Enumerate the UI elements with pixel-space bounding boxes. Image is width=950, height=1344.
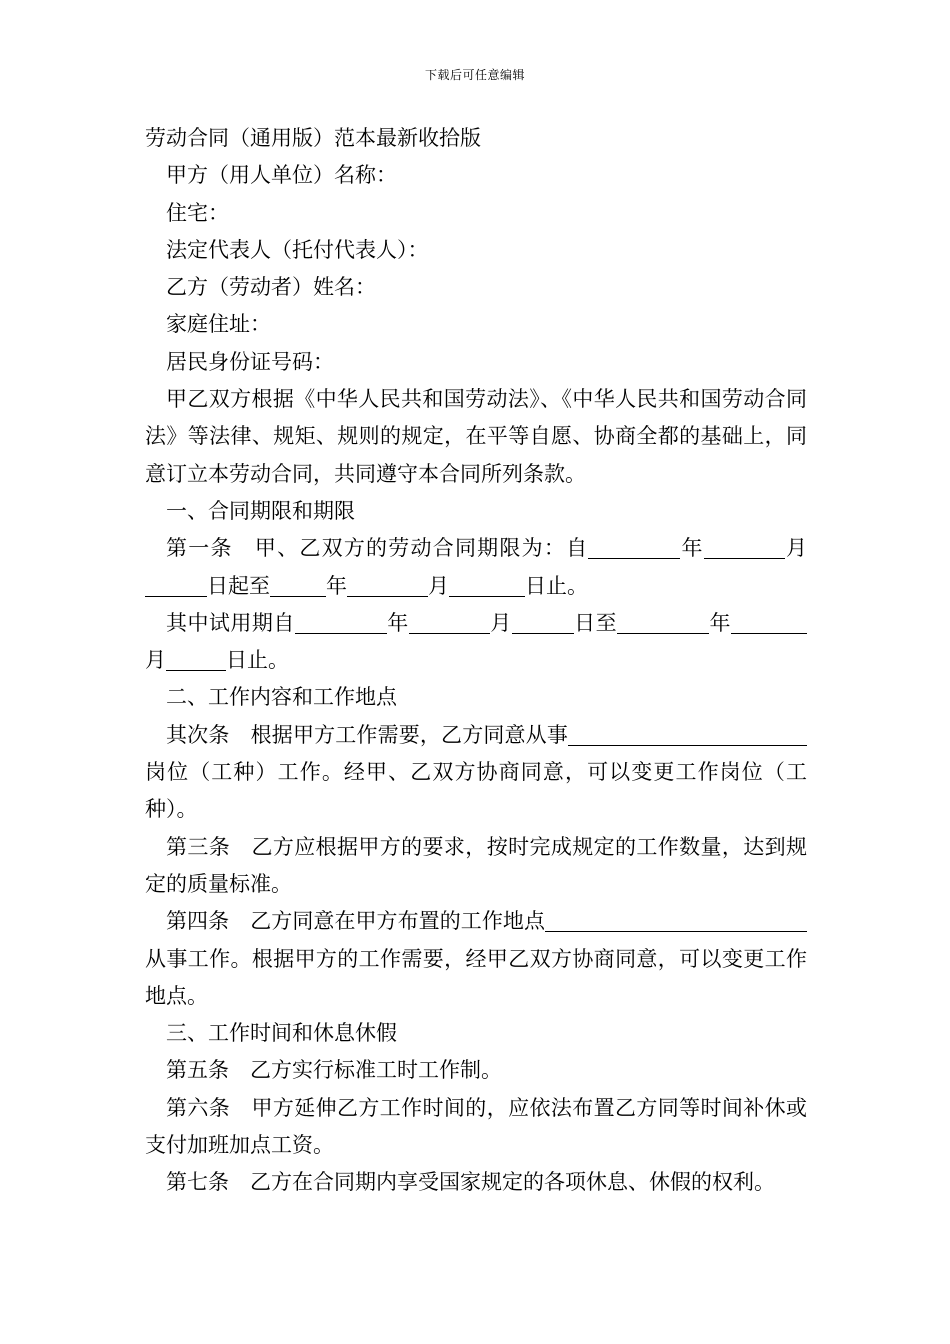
article-6: 第六条 甲方延伸乙方工作时间的，应依法布置乙方同等时间补休或支付加班加点工资。 [145,1095,807,1158]
article-7: 第七条 乙方在合同期内享受国家规定的各项休息、休假的权利。 [166,1170,775,1195]
id-number-line: 居民身份证号码： [166,349,334,374]
blank-end-day[interactable] [449,571,525,597]
blank-start-day[interactable] [145,571,207,597]
blank-job-position[interactable] [568,720,807,746]
blank-end-year[interactable] [270,571,326,597]
document-body [145,120,807,1202]
section-1-heading: 一、合同期限和期限 [166,498,355,523]
section-2-heading: 二、工作内容和工作地点 [166,685,397,710]
blank-end-month[interactable] [347,571,428,597]
probation-period: 其中试用期自 年 月 日至 年月 日止。 [145,605,807,680]
section-3-heading: 三、工作时间和休息休假 [166,1021,397,1046]
blank-probation-start-day[interactable] [512,608,574,634]
blank-probation-end-month[interactable] [731,608,807,634]
blank-probation-start-month[interactable] [409,608,490,634]
blank-probation-end-day[interactable] [166,645,226,671]
party-a-name-line: 甲方（用人单位）名称： [166,163,397,188]
article-4-location: 第四条 乙方同意在甲方布置的工作地点从事工作。根据甲方的工作需要，经甲乙双方协商同意，可以变更工作地点。 [145,903,807,1015]
document-title: 劳动合同（通用版）范本最新收拾版 [145,126,481,150]
blank-start-year[interactable] [588,533,680,559]
preamble-paragraph: 甲乙双方根据《中华人民共和国劳动法》、《中华人民共和国劳动合同法》等法律、规矩、规则的规定，在平等自愿、协商全都的基础上，同意订立本劳动合同，共同遵守本合同所列条款。 [145,387,807,486]
article-3: 第三条 乙方应根据甲方的要求，按时完成规定的工作数量，达到规定的质量标准。 [145,834,807,896]
party-b-name-line: 乙方（劳动者）姓名： [166,275,376,300]
page-header-note: 下载后可任意编辑 [424,68,525,82]
party-a-address-line: 住宅： [166,200,229,225]
blank-work-location[interactable] [545,906,807,932]
blank-start-month[interactable] [704,533,785,559]
home-address-line: 家庭住址： [166,312,271,337]
legal-representative-line: 法定代表人（托付代表人）： [166,237,429,262]
article-2-job: 其次条 根据甲方工作需要，乙方同意从事岗位（工种）工作。经甲、乙双方协商同意，可以变更工作岗位（工种）。 [145,717,807,829]
blank-probation-end-year[interactable] [617,608,709,634]
article-5: 第五条 乙方实行标准工时工作制。 [166,1058,502,1083]
blank-probation-start-year[interactable] [295,608,387,634]
article-1-term: 第一条 甲、乙双方的劳动合同期限为：自 年 月日起至 年 月 日止。 [145,530,807,605]
